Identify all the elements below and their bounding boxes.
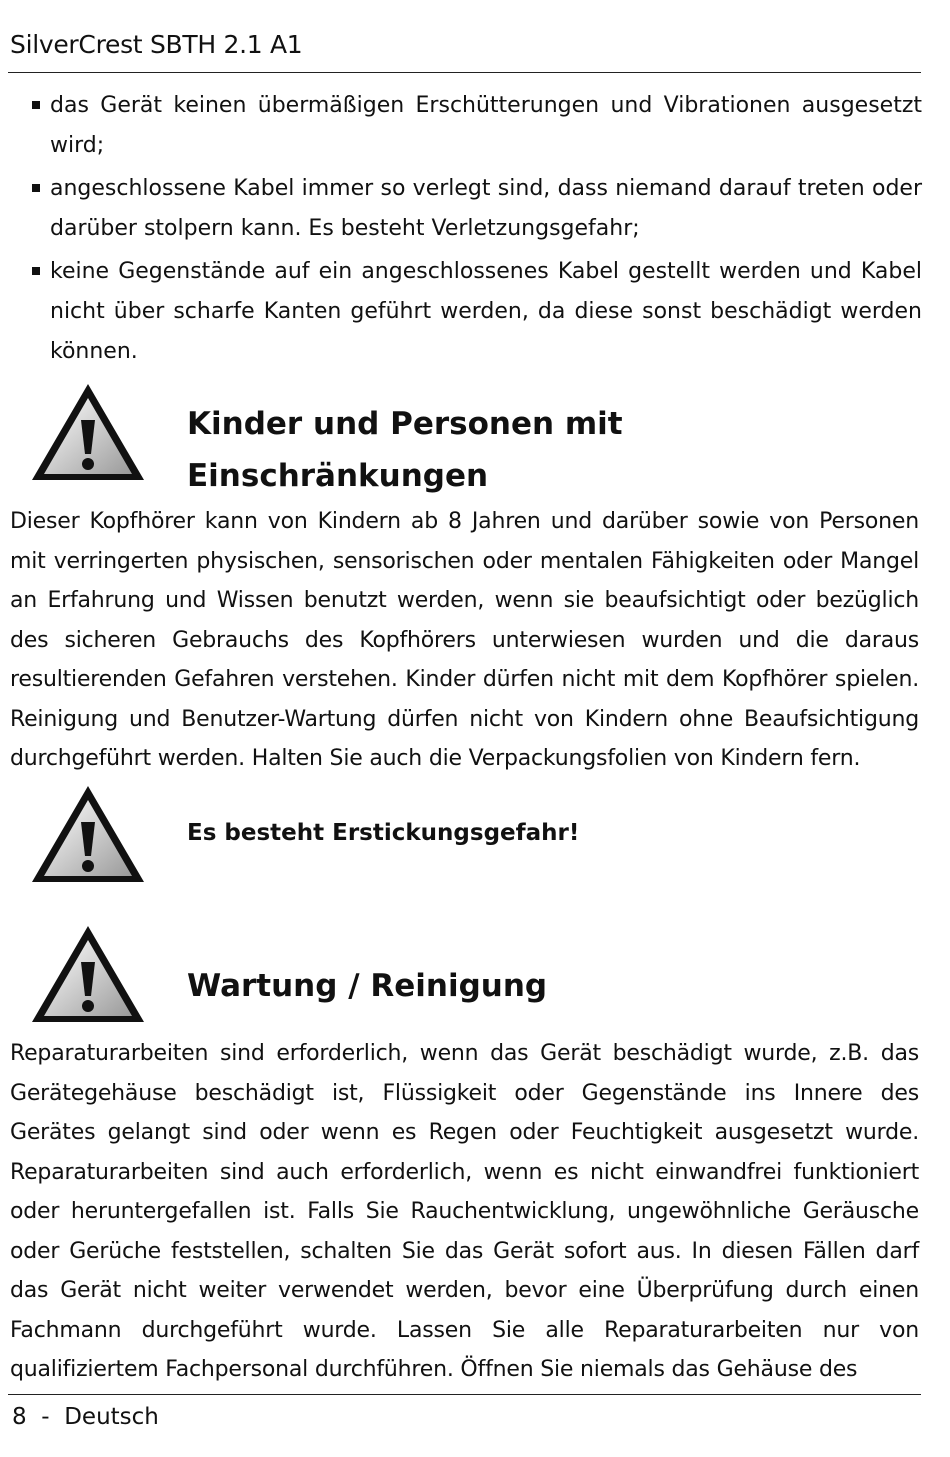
bullet-item <box>10 86 922 166</box>
bullet-item <box>10 252 922 372</box>
footer-language: Deutsch <box>64 1404 159 1430</box>
header-divider <box>8 72 921 73</box>
page-header-title: SilverCrest SBTH 2.1 A1 <box>10 30 303 59</box>
bullet-item <box>10 169 922 249</box>
bullet-text: das Gerät keinen übermäßigen Erschütterungen und Vibrationen ausgesetzt wird; <box>50 93 922 158</box>
section-heading-children <box>187 398 623 502</box>
warning-triangle-icon <box>28 380 148 486</box>
paragraph-children: Dieser Kopfhörer kann von Kindern ab 8 Jahren und darüber sowie von Personen mit verringerten physischen, sensorischen oder mentalen Fähigkeiten oder Mangel an Erfahrung und Wissen benutzt werden, wenn sie beaufsichtigt oder bezüglich des sicheren Gebrauchs des Kopfhörers unterwiesen wurden und die daraus resultierenden Gefahren verstehen. Kinder dürfen nicht mit dem Kopfhörer spielen. Reinigung und Benutzer-Wartung dürfen nicht von Kindern ohne Beaufsichtigung durchgeführt werden. Halten Sie auch die Verpackungsfolien von Kindern fern. <box>10 509 919 771</box>
footer-separator: - <box>41 1404 50 1430</box>
bullet-text: keine Gegenstände auf ein angeschlossenes Kabel gestellt werden und Kabel nicht über scharfe Kanten geführt werden, da diese sonst beschädigt werden können. <box>50 259 922 364</box>
page-number: 8 <box>12 1404 27 1430</box>
section-heading-maintenance: Wartung / Reinigung <box>187 968 548 1004</box>
heading-line: Einschränkungen <box>187 458 489 494</box>
bullet-marker <box>32 184 40 192</box>
paragraph-maintenance: Reparaturarbeiten sind erforderlich, wenn das Gerät beschädigt wurde, z.B. das Gerätegehäuse beschädigt ist, Flüssigkeit oder Gegenstände ins Innere des Gerätes gelangt sind oder wenn es Regen oder Feuchtigkeit ausgesetzt wurde. Reparaturarbeiten sind auch erforderlich, wenn es nicht einwandfrei funktioniert oder heruntergefallen ist. Falls Sie Rauchentwicklung, ungewöhnliche Geräusche oder Gerüche feststellen, schalten Sie das Gerät sofort aus. In diesen Fällen darf das Gerät nicht weiter verwendet werden, bevor eine Überprüfung durch einen Fachmann durchgeführt wurde. Lassen Sie alle Reparaturarbeiten nur von qualifiziertem Fachpersonal durchführen. Öffnen Sie niemals das Gehäuse des <box>10 1041 919 1382</box>
bullet-marker <box>32 101 40 109</box>
heading-line: Kinder und Personen mit <box>187 406 623 442</box>
footer-divider <box>8 1394 921 1395</box>
choking-warning-text: Es besteht Erstickungsgefahr! <box>187 820 580 846</box>
warning-triangle-icon <box>28 782 148 888</box>
bullet-text: angeschlossene Kabel immer so verlegt sind, dass niemand darauf treten oder darüber stolpern kann. Es besteht Verletzungsgefahr; <box>50 176 922 241</box>
bullet-list <box>10 86 922 372</box>
bullet-marker <box>32 267 40 275</box>
page-footer <box>12 1404 159 1430</box>
warning-triangle-icon <box>28 922 148 1028</box>
